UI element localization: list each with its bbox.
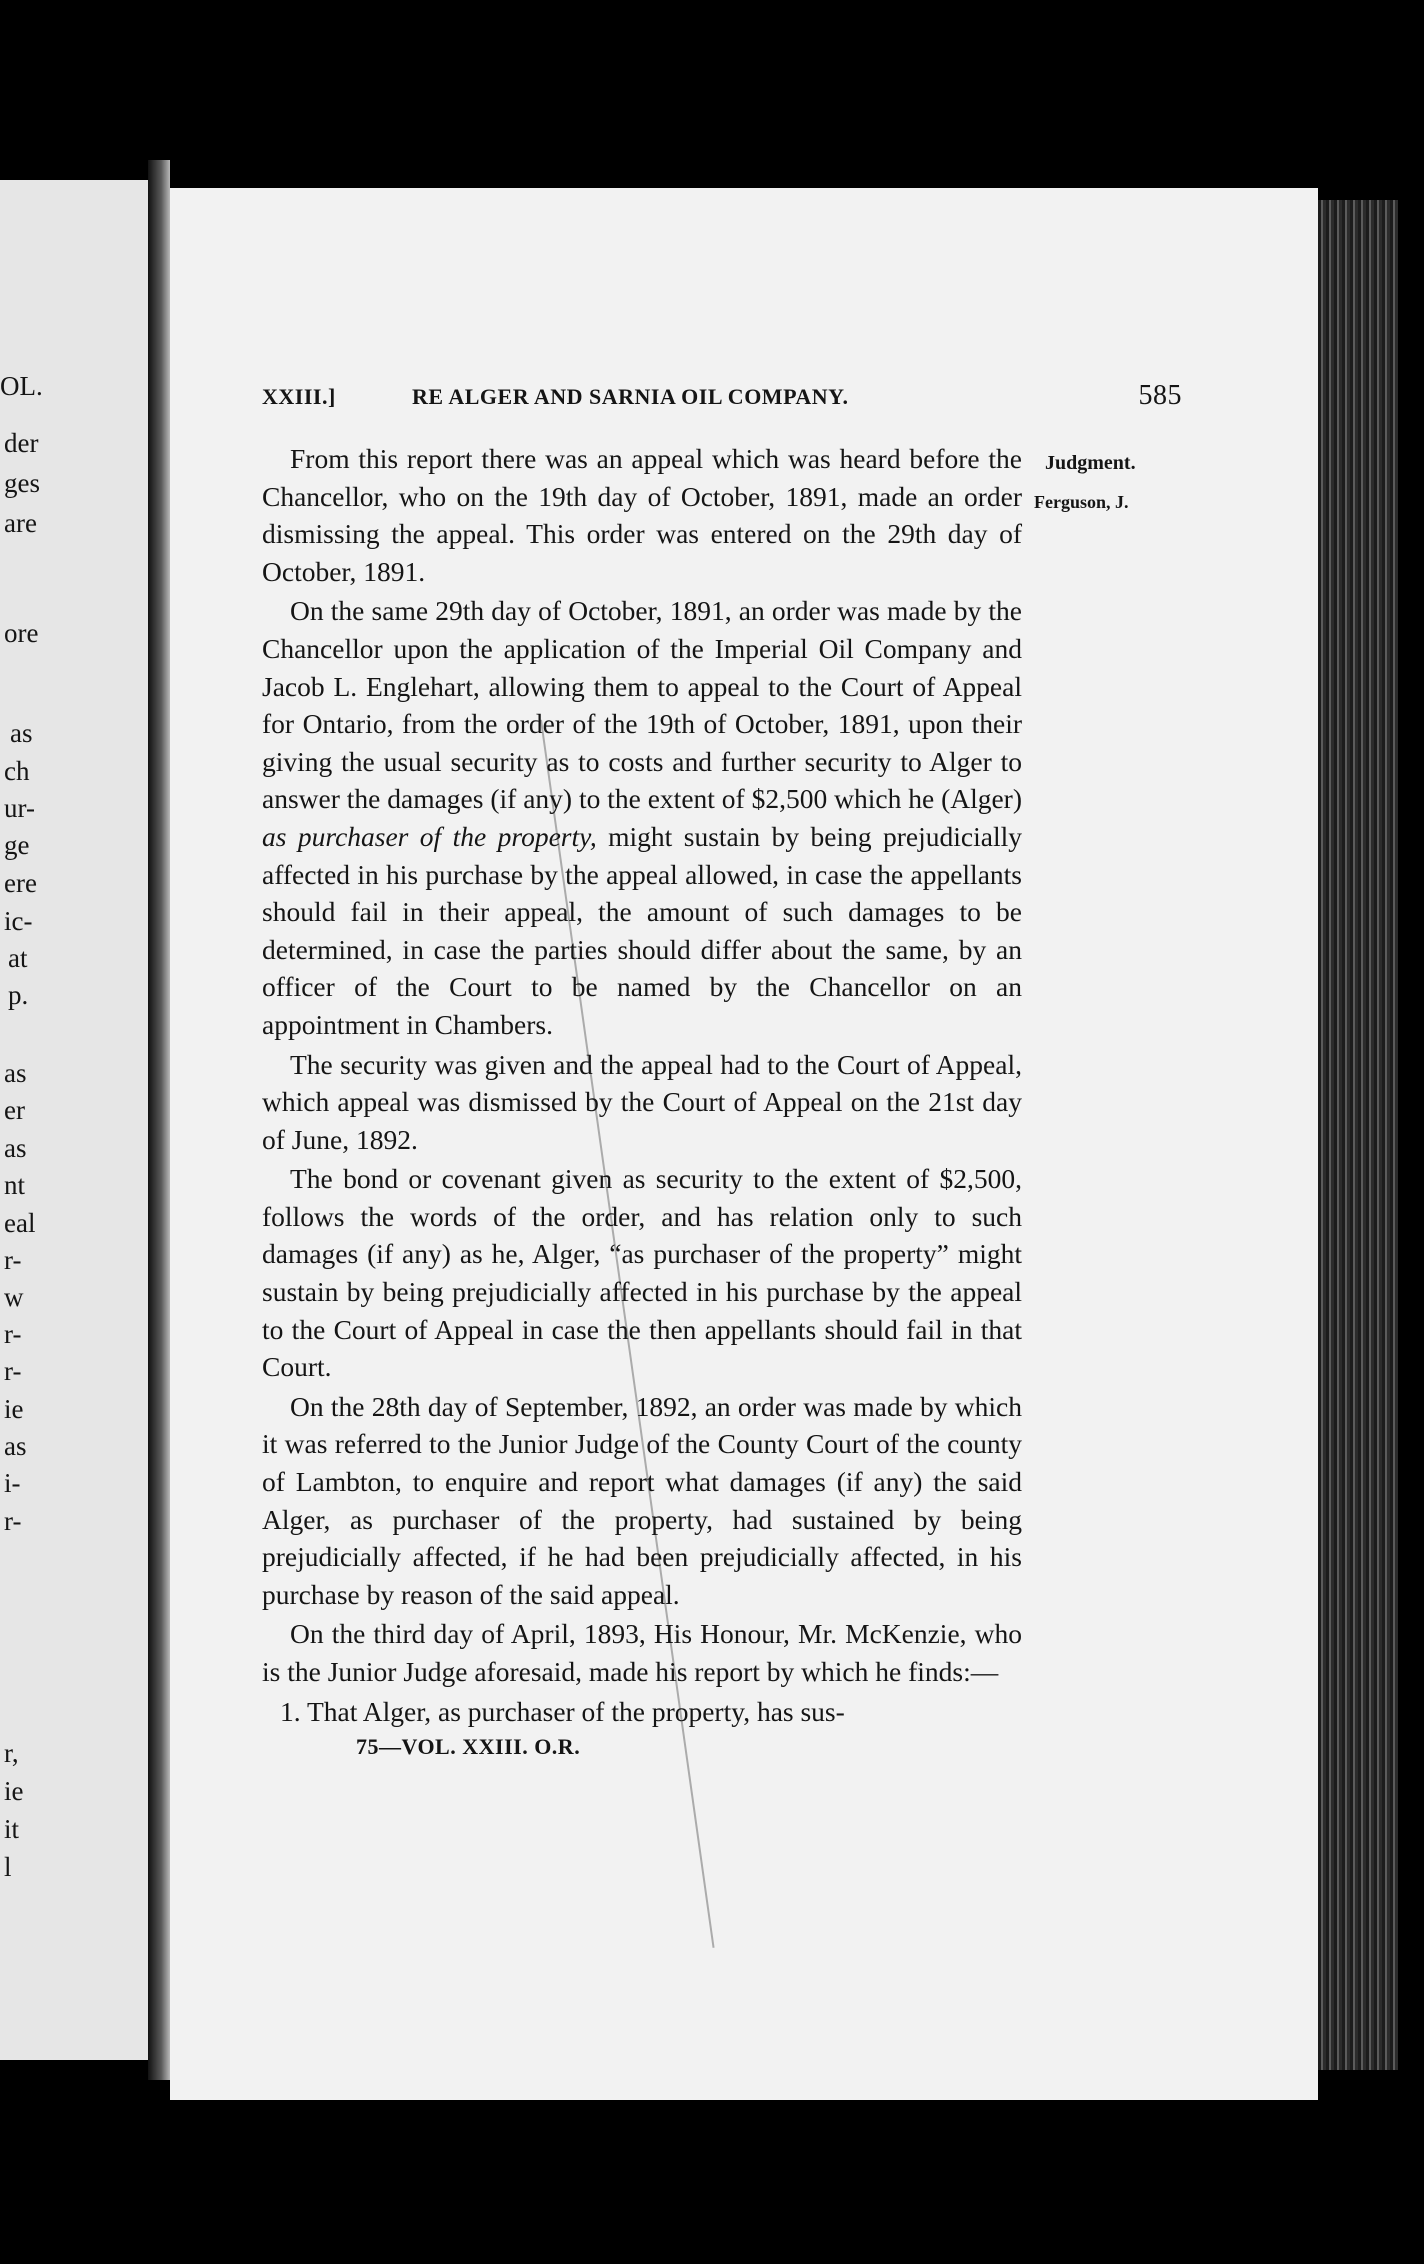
left-fragment: r- [4,1356,22,1386]
left-fragment: i- [4,1468,21,1498]
left-fragment: r, [4,1738,19,1768]
left-fragment: ges [4,468,40,498]
previous-page-edge [0,180,150,2060]
left-fragment: ge [4,830,30,860]
left-fragment: l [4,1852,12,1882]
left-fragment: ur- [4,793,35,823]
paragraph: On the third day of April, 1893, His Honour, Mr. McKenzie, who is the Junior Judge aforesaid, made his report by which he finds:— [262,1618,1022,1687]
left-fragment: r- [4,1319,22,1349]
side-note-judge: Ferguson, J. [1034,492,1129,512]
signature-mark: 75—VOL. XXIII. O.R. [356,1734,581,1760]
left-fragment: as [4,1058,27,1088]
volume-label: XXIII.] [262,384,336,409]
italic-phrase: as purchaser of the property, [262,820,597,852]
left-fragment: as [4,1431,27,1461]
left-fragment: ch [4,756,30,786]
left-fragment: p. [8,980,29,1010]
left-fragment: nt [4,1170,26,1200]
left-fragment: r- [4,1245,22,1275]
side-note-judgment: Judgment. [1045,452,1136,474]
paragraph: On the 28th day of September, 1892, an order was made by which it was referred to the Junior Judge of the County Court of the county of Lambton, to enquire and report what damages (if any) the said Alger, as purchaser of the property, had sustained by being prejudicially affected, if he had been prejudicially affected, in his purchase by reason of the said appeal. [262,1390,1022,1610]
running-header [262,380,1182,420]
paragraph: From this report there was an appeal which was heard before the Chancellor, who on the 19th day of October, 1891, made an order dismissing the appeal. This order was entered on the 29th day of October, 1891. [262,443,1022,587]
body-text [262,440,1022,1764]
paragraph-part: might sustain by being prejudicially affected in his purchase by the appeal allowed, in case the appellants should fail in their appeal, the amount of such damages to be determined, in case the parties should differ about the same, by an officer of the Court to be named by the Chancellor on an appointment in Chambers. [262,820,1022,1040]
left-fragment: eal [4,1208,36,1238]
left-fragment: ere [4,868,37,898]
running-title: RE ALGER AND SARNIA OIL COMPANY. [412,384,849,409]
book-gutter [148,160,170,2080]
left-fragment: ore [4,618,39,648]
paragraph: The bond or covenant given as security to the extent of $2,500, follows the words of the order, and has relation only to such damages (if any) as he, Alger, “as purchaser of the property” might sustain by being prejudicially affected in his purchase by the appeal to the Court of Appeal in case the then appellants should fail in that Court. [262,1163,1022,1383]
paragraph: The security was given and the appeal had to the Court of Appeal, which appeal was dismissed by the Court of Appeal on the 21st day of June, 1892. [262,1048,1022,1155]
left-fragment: der [4,428,39,458]
left-fragment: er [4,1095,25,1125]
left-fragment: OL. [0,371,43,401]
paragraph-part: On the same 29th day of October, 1891, an order was made by the Chancellor upon the application of the Imperial Oil Company and Jacob L. Englehart, allowing them to appeal to the Court of Appeal for Ontario, from the order of the 19th of October, 1891, upon their giving the usual security as to costs and further security to Alger to answer the damages (if any) to the extent of $2,500 which he (Alger) [262,595,1022,815]
left-fragment: ie [4,1776,24,1806]
left-fragment: are [4,508,37,538]
paragraph [262,592,1022,1043]
numbered-finding: 1. That Alger, as purchaser of the property, has sus- [280,1695,845,1727]
left-fragment: at [8,943,28,973]
left-fragment: w [4,1282,24,1312]
left-fragment: as [10,718,33,748]
page-edges [1318,200,1398,2070]
left-fragment: ic- [4,906,33,936]
left-fragment: r- [4,1506,22,1536]
left-fragment: it [4,1814,20,1844]
page-number: 585 [1138,380,1182,411]
left-fragment: ie [4,1394,24,1424]
left-fragment: as [4,1133,27,1163]
